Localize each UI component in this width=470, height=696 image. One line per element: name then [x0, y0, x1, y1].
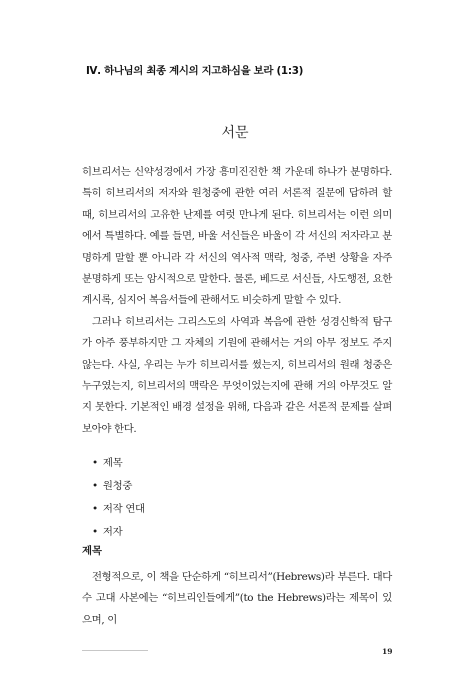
body-text: [82, 162, 392, 440]
list-item: • 제목: [92, 452, 145, 475]
topic-list: [92, 452, 145, 544]
list-item: • 저작 연대: [92, 498, 145, 521]
section-title: 서문: [221, 125, 249, 141]
list-item: • 저자: [92, 521, 145, 544]
running-head: Ⅳ. 하나님의 최종 계시의 지고하심을 보라 (1:3): [86, 65, 304, 77]
list-item: • 원청중: [92, 475, 145, 498]
paragraph-3: 전형적으로, 이 책을 단순하게 “히브리서”(Hebrews)라 부른다. 대다수 고대 사본에는 “히브리인들에게”(to the Hebrews)라는 제목이 있으며, 이: [82, 571, 392, 626]
footer-divider: [82, 650, 148, 651]
paragraph-1: 히브리서는 신약성경에서 가장 흥미진진한 책 가운데 하나가 분명하다. 특히 히브리서의 저자와 원청중에 관한 여러 서론적 질문에 답하려 할 때, 히브리서의 고유한 난제를 여럿 만나게 된다. 히브리서는 이런 의미에서 특별하다. 예를 들면, 바울 서신들은 바울이 각 서신의 저자라고 분명하게 말할 뿐 아니라 각 서신의 역사적 맥락, 청중, 주변 상황을 자주 분명하게 또는 암시적으로 말한다. 물론, 베드로 서신들, 사도행전, 요한계시록, 심지어 복음서들에 관해서도 비슷하게 말할 수 있다.: [82, 166, 392, 307]
page-number: 19: [382, 647, 393, 656]
paragraph-2: 그러나 히브리서는 그리스도의 사역과 복음에 관한 성경신학적 탐구가 아주 풍부하지만 그 자체의 기원에 관해서는 거의 아무 정보도 주지 않는다. 사실, 우리는 누가 히브리서를 썼는지, 히브리서의 원래 청중은 누구였는지, 히브리서의 맥락은 무엇이었는지에 관해 거의 아무것도 알지 못한다. 기본적인 배경 설정을 위해, 다음과 같은 서론적 문제를 살펴보아야 한다.: [82, 315, 392, 435]
subheading-title: 제목: [82, 545, 103, 557]
